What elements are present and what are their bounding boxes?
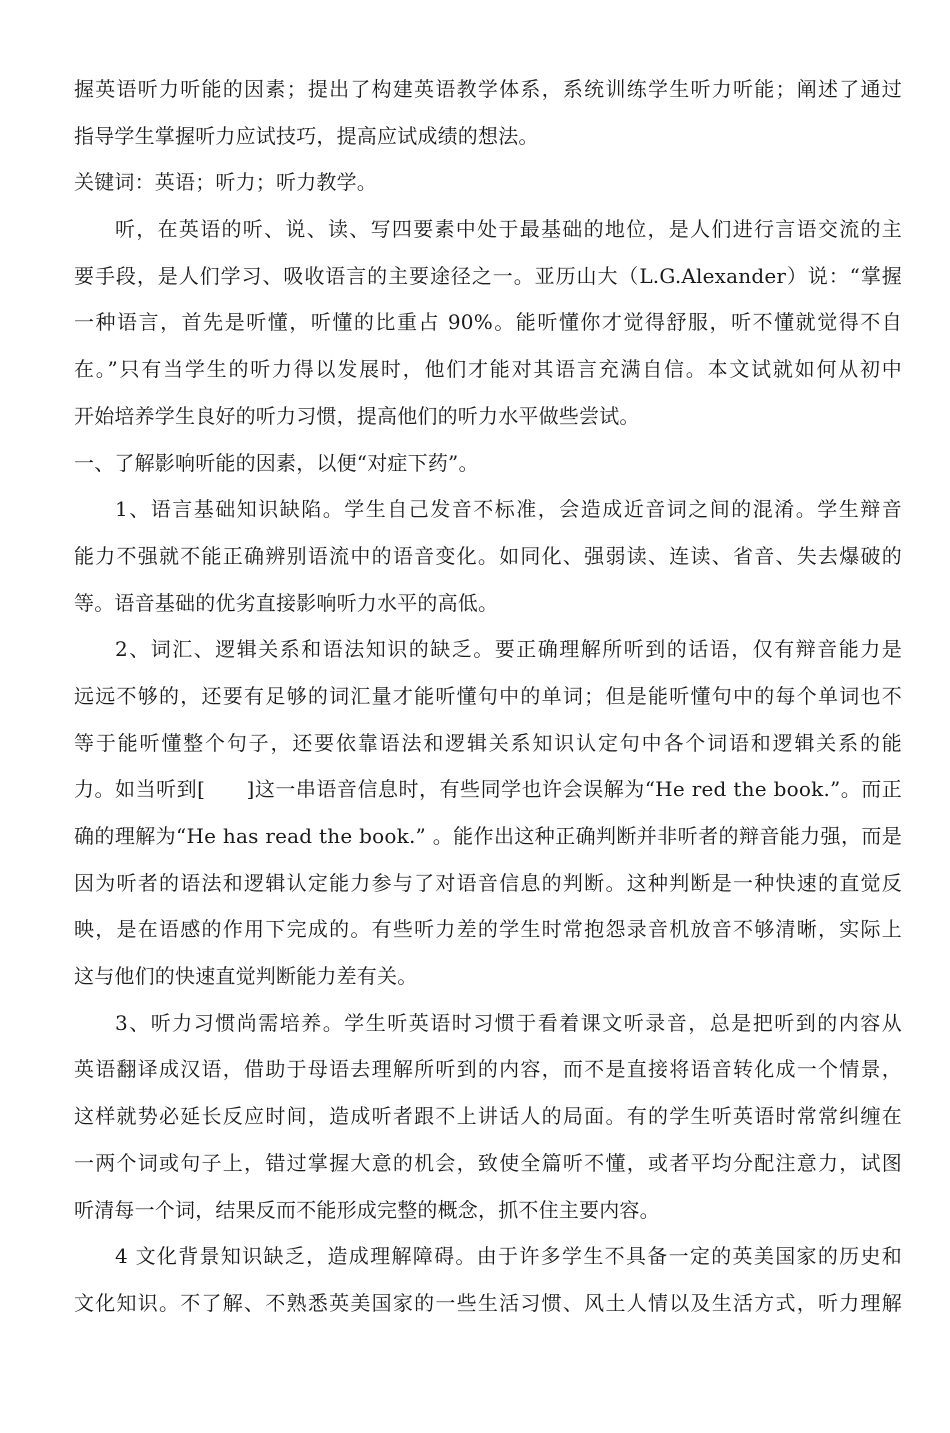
text-line: 听，在英语的听、说、读、写四要素中处于最基础的地位，是人们进行言语交流的主	[115, 217, 902, 242]
text-line: 力。如当听到[ ]这一串语音信息时，有些同学也许会误解为“He red the book.”。而正	[74, 777, 902, 802]
document-body	[74, 66, 902, 1327]
text-line: 映，是在语感的作用下完成的。有些听力差的学生时常抱怨录音机放音不够清晰，实际上	[74, 917, 902, 942]
text-line: 一两个词或句子上，错过掌握大意的机会，致使全篇听不懂，或者平均分配注意力，试图	[74, 1150, 902, 1175]
text-line: 在。”只有当学生的听力得以发展时，他们才能对其语言充满自信。本文试就如何从初中	[74, 357, 902, 382]
text-line: 这样就势必延长反应时间，造成听者跟不上讲话人的局面。有的学生听英语时常常纠缠在	[74, 1104, 902, 1129]
text-line: 指导学生掌握听力应试技巧，提高应试成绩的想法。	[74, 123, 539, 148]
text-line: 关键词：英语；听力；听力教学。	[74, 170, 377, 195]
text-line: 2、词汇、逻辑关系和语法知识的缺乏。要正确理解所听到的话语，仅有辩音能力是	[115, 637, 902, 662]
text-line: 等于能听懂整个句子，还要依靠语法和逻辑关系知识认定句中各个词语和逻辑关系的能	[74, 730, 902, 755]
text-line: 开始培养学生良好的听力习惯，提高他们的听力水平做些尝试。	[74, 403, 640, 428]
text-line: 听清每一个词，结果反而不能形成完整的概念，抓不住主要内容。	[74, 1197, 660, 1222]
text-line: 握英语听力听能的因素；提出了构建英语教学体系，系统训练学生听力听能；阐述了通过	[74, 77, 902, 101]
text-line: 能力不强就不能正确辨别语流中的语音变化。如同化、强弱读、连读、省音、失去爆破的	[74, 543, 902, 568]
text-line: 要手段，是人们学习、吸收语言的主要途径之一。亚历山大（L.G.Alexander）说：“掌握	[74, 263, 902, 288]
text-line: 4 文化背景知识缺乏，造成理解障碍。由于许多学生不具备一定的英美国家的历史和	[115, 1244, 902, 1269]
text-line: 确的理解为“He has read the book.” 。能作出这种正确判断并非听者的辩音能力强，而是	[74, 824, 902, 848]
text-line: 英语翻译成汉语，借助于母语去理解所听到的内容，而不是直接将语音转化成一个情景，	[74, 1057, 902, 1082]
text-line: 因为听者的语法和逻辑认定能力参与了对语音信息的判断。这种判断是一种快速的直觉反	[74, 870, 902, 895]
text-line: 一种语言，首先是听懂，听懂的比重占 90%。能听懂你才觉得舒服，听不懂就觉得不自	[74, 310, 902, 335]
text-line: 等。语音基础的优劣直接影响听力水平的高低。	[74, 590, 499, 615]
text-line: 一、了解影响听能的因素，以便“对症下药”。	[74, 450, 479, 475]
text-line: 远远不够的，还要有足够的词汇量才能听懂句中的单词；但是能听懂句中的每个单词也不	[74, 683, 902, 708]
text-line: 3、听力习惯尚需培养。学生听英语时习惯于看着课文听录音，总是把听到的内容从	[115, 1010, 902, 1035]
text-line: 这与他们的快速直觉判断能力差有关。	[74, 964, 418, 989]
text-line: 1、语言基础知识缺陷。学生自己发音不标准，会造成近音词之间的混淆。学生辩音	[115, 497, 902, 522]
text-line: 文化知识。不了解、不熟悉英美国家的一些生活习惯、风土人情以及生活方式，听力理解	[74, 1290, 902, 1315]
